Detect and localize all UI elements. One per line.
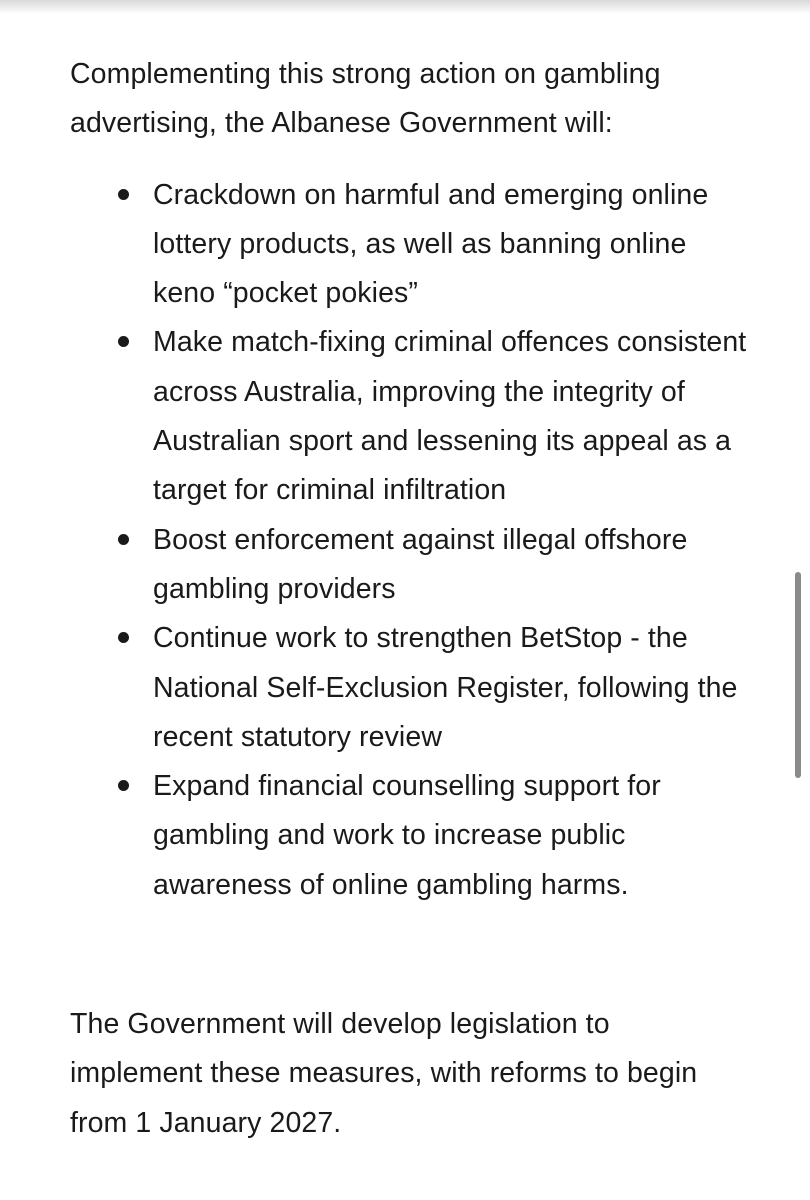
- top-shadow-edge: [0, 0, 810, 14]
- intro-paragraph: Complementing this strong action on gambling advertising, the Albanese Government will:: [70, 58, 661, 140]
- list-item: [153, 318, 750, 515]
- list-item: [153, 516, 750, 615]
- closing-paragraph: The Government will develop legislation to implement these measures, with reforms to begin from 1 January 2027.: [70, 1008, 698, 1139]
- bullet-icon: [118, 632, 129, 643]
- list-item-text: Expand financial counselling support for gambling and work to increase public awareness of online gambling harms.: [153, 770, 661, 901]
- scrollbar-thumb[interactable]: [795, 572, 801, 778]
- bullet-icon: [118, 534, 129, 545]
- list-item-text: Make match-fixing criminal offences consistent across Australia, improving the integrity of Australian sport and lessening its appeal as a target for criminal infiltration: [153, 326, 747, 507]
- list-item-text: Crackdown on harmful and emerging online lottery products, as well as banning online keno “pocket pokies”: [153, 178, 709, 310]
- list-item: [153, 171, 750, 319]
- list-item-text: Boost enforcement against illegal offshore gambling providers: [153, 523, 688, 605]
- list-item-text: Continue work to strengthen BetStop - the National Self-Exclusion Register, following the recent statutory review: [153, 622, 738, 753]
- measures-list: [70, 171, 750, 910]
- bullet-icon: [118, 189, 129, 200]
- bullet-icon: [118, 336, 129, 347]
- document-body: [70, 50, 750, 1148]
- bullet-icon: [118, 780, 129, 791]
- list-item: [153, 614, 750, 762]
- list-item: [153, 762, 750, 910]
